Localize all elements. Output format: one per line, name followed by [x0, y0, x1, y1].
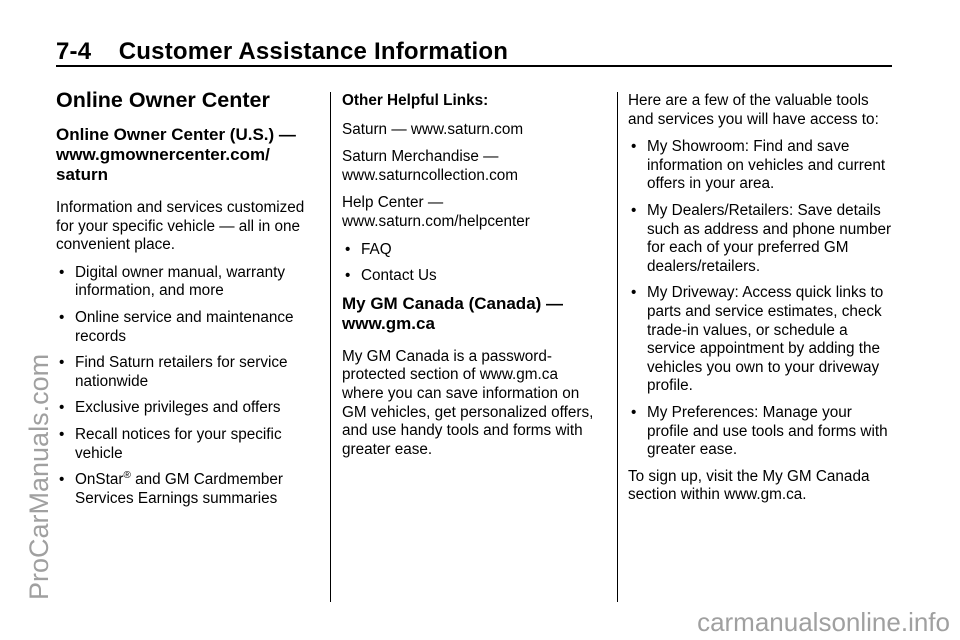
- subsection-title-canada: My GM Canada (Canada) — www.gm.ca: [342, 293, 564, 333]
- header-rule: [56, 65, 892, 67]
- registered-mark: ®: [123, 470, 131, 482]
- footer-watermark: carmanualsonline.info: [697, 607, 950, 637]
- link-saturn: Saturn — www.saturn.com: [342, 120, 524, 138]
- list-item: • Contact Us: [342, 267, 598, 286]
- tools-list: [628, 138, 896, 460]
- side-watermark: ProCarManuals.com: [24, 353, 54, 600]
- page-header: [56, 38, 892, 66]
- subsection-title-us: Online Owner Center (U.S.) — www.gmownercenter.com/ saturn: [56, 125, 296, 184]
- list-item: • My Preferences: Manage your profile and use tools and forms with greater ease.: [628, 404, 896, 460]
- tools-intro: Here are a few of the valuable tools and services you will have access to:: [628, 92, 879, 128]
- list-item: • Exclusive privileges and offers: [56, 399, 322, 418]
- list-item-onstar: [56, 471, 322, 508]
- list-item: • Digital owner manual, warranty information, and more: [56, 264, 322, 301]
- list-item: • My Dealers/Retailers: Save details such as address and phone number for each of your preferred GM dealers/retailers.: [628, 202, 896, 276]
- list-item: • Online service and maintenance records: [56, 309, 322, 346]
- onstar-rest: and GM Cardmember Services Earnings summaries: [75, 471, 284, 507]
- column-3: [628, 92, 896, 514]
- column-divider-1: [330, 92, 331, 602]
- column-2: [342, 92, 598, 468]
- us-feature-list: [56, 264, 322, 509]
- list-item: • Find Saturn retailers for service nationwide: [56, 354, 322, 391]
- list-item: • Recall notices for your specific vehicle: [56, 426, 322, 463]
- onstar-text: OnStar: [75, 471, 124, 489]
- us-intro: Information and services customized for your specific vehicle — all in one convenient place.: [56, 199, 305, 254]
- links-heading: Other Helpful Links:: [342, 92, 489, 109]
- signup-text: To sign up, visit the My GM Canada section within www.gm.ca.: [628, 467, 870, 504]
- list-item: • My Driveway: Access quick links to parts and service estimates, check trade-in values, or schedule a service appointment by adding the vehicles you own to your driveway profile.: [628, 284, 896, 396]
- section-title: Online Owner Center: [56, 88, 270, 112]
- page-title: 7-4 Customer Assistance Information: [56, 38, 509, 65]
- column-1: [56, 88, 322, 516]
- column-divider-2: [617, 92, 618, 602]
- help-list: [342, 241, 598, 286]
- link-help-center: Help Center — www.saturn.com/helpcenter: [342, 194, 530, 230]
- canada-body: My GM Canada is a password-protected section of www.gm.ca where you can save information on GM vehicles, get personalized offers, and use handy tools and forms with greater ease.: [342, 347, 594, 458]
- link-merchandise: Saturn Merchandise — www.saturncollection.com: [342, 148, 518, 184]
- list-item: • My Showroom: Find and save information on vehicles and current offers in your area.: [628, 138, 896, 194]
- list-item: • FAQ: [342, 241, 598, 260]
